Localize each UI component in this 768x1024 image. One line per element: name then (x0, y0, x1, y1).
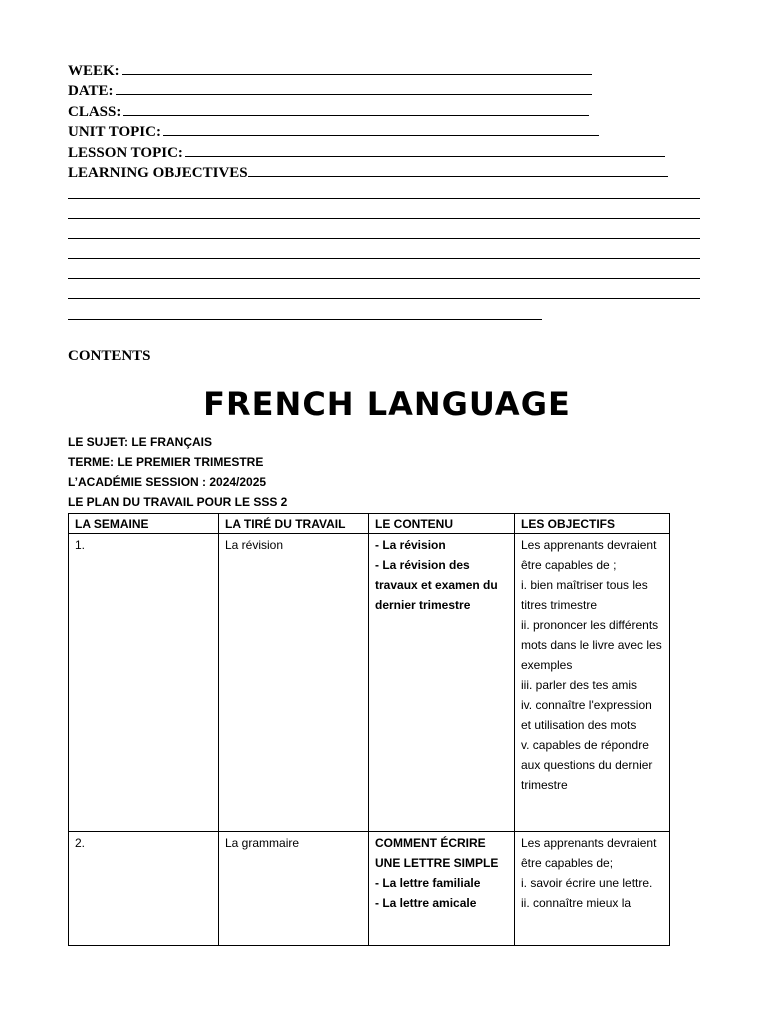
objective-item: iv. connaître l'expression et utilisation des mots (521, 698, 652, 732)
week-cell: 1. (69, 534, 219, 832)
content-item: - La révision (375, 538, 446, 552)
objective-item: i. savoir écrire une lettre. (521, 876, 653, 890)
unit-topic-label: UNIT TOPIC: (68, 124, 161, 141)
page-title: FRENCH LANGUAGE (203, 385, 571, 423)
title-cell: La grammaire (219, 832, 369, 946)
objectives-blank-line[interactable] (68, 223, 708, 243)
objectives-blank-line[interactable] (68, 203, 708, 223)
lesson-form-header (68, 60, 708, 324)
title-cell: La révision (219, 534, 369, 832)
document-meta (68, 433, 287, 513)
lesson-topic-line (68, 142, 708, 162)
lesson-topic-label: LESSON TOPIC: (68, 144, 183, 161)
class-field[interactable] (123, 101, 589, 116)
objective-item: ii. prononcer les différents mots dans le livre avec les exemples (521, 618, 662, 672)
column-header-objectives: LES OBJECTIFS (515, 514, 670, 534)
unit-topic-line (68, 121, 708, 141)
objectives-blank-line[interactable] (68, 283, 708, 303)
week-cell: 2. (69, 832, 219, 946)
unit-topic-field[interactable] (163, 121, 599, 136)
learning-objectives-line (68, 162, 708, 182)
week-line (68, 60, 708, 80)
objective-item: iii. parler des tes amis (521, 678, 638, 692)
objective-item: ii. connaître mieux la (521, 896, 632, 910)
plan-line: LE PLAN DU TRAVAIL POUR LE SSS 2 (68, 495, 288, 509)
objectives-blank-line[interactable] (68, 263, 708, 283)
objective-item: v. capables de répondre aux questions du dernier trimestre (521, 738, 653, 792)
week-label: WEEK: (68, 63, 120, 79)
objective-item: Les apprenants devraient être capables de; (521, 836, 657, 870)
objectives-cell (515, 832, 670, 946)
week-field[interactable] (122, 60, 592, 75)
date-label: DATE: (68, 83, 114, 100)
objective-item: i. bien maîtriser tous les titres trimestre (521, 578, 648, 612)
objectives-blank-line[interactable] (68, 303, 708, 323)
objective-item: Les apprenants devraient être capables de ; (521, 538, 657, 572)
date-line (68, 80, 708, 100)
column-header-content: LE CONTENU (369, 514, 515, 534)
content-item: - La révision des travaux et examen du dernier trimestre (375, 558, 498, 612)
class-label: CLASS: (68, 103, 122, 120)
table-row (69, 832, 670, 946)
objectives-cell (515, 534, 670, 832)
session-line: L’ACADÉMIE SESSION : 2024/2025 (68, 475, 267, 489)
subject-line: LE SUJET: LE FRANÇAIS (68, 435, 213, 449)
table-header-row (69, 514, 670, 534)
learning-objectives-field[interactable] (248, 162, 668, 177)
term-line: TERME: LE PREMIER TRIMESTRE (68, 455, 264, 469)
class-line (68, 101, 708, 121)
column-header-title: LA TIRÉ DU TRAVAIL (219, 514, 369, 534)
lesson-topic-field[interactable] (185, 142, 665, 157)
learning-objectives-label: LEARNING OBJECTIVES (68, 164, 248, 181)
contents-heading: CONTENTS (68, 348, 151, 364)
column-header-week: LA SEMAINE (69, 514, 219, 534)
content-item: - La lettre familiale (375, 876, 481, 890)
objectives-blank-line[interactable] (68, 243, 708, 263)
content-item: COMMENT ÉCRIRE UNE LETTRE SIMPLE (375, 836, 499, 870)
scheme-of-work-table (68, 513, 670, 946)
table-row (69, 534, 670, 832)
content-cell (369, 832, 515, 946)
date-field[interactable] (116, 80, 592, 95)
content-item: - La lettre amicale (375, 896, 477, 910)
objectives-blank-line[interactable] (68, 182, 708, 202)
content-cell (369, 534, 515, 832)
